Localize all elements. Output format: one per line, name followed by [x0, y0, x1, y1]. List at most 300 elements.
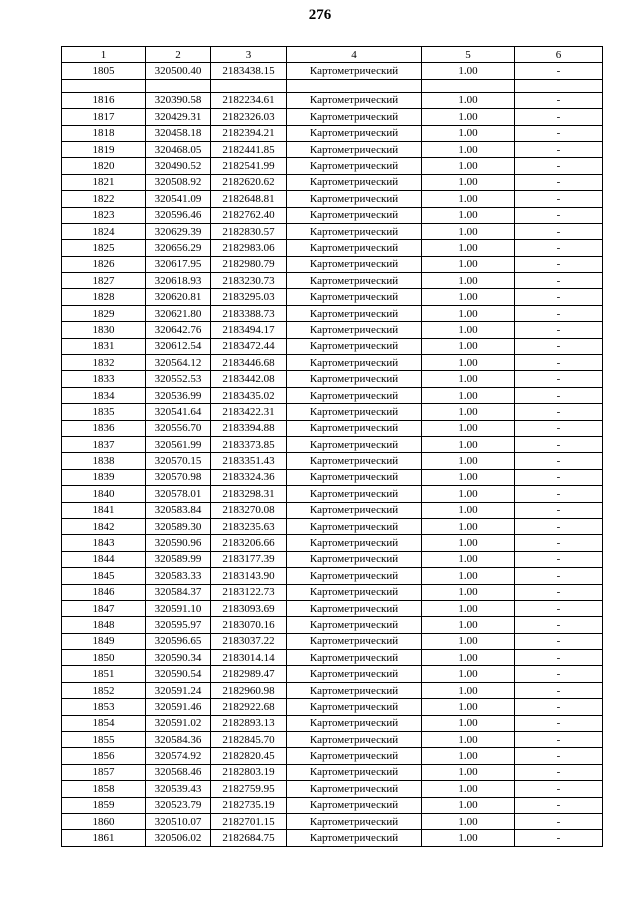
note-cell: -	[515, 355, 603, 371]
x-coordinate-cell: 320510.07	[146, 813, 211, 829]
x-coordinate-cell: 320642.76	[146, 322, 211, 338]
accuracy-cell: 1.00	[422, 420, 515, 436]
method-cell: Картометрический	[287, 732, 422, 748]
method-cell: Картометрический	[287, 830, 422, 846]
y-coordinate-cell: 2183472.44	[211, 338, 287, 354]
y-coordinate-cell: 2183298.31	[211, 486, 287, 502]
table-row	[62, 584, 603, 600]
method-cell: Картометрический	[287, 797, 422, 813]
accuracy-cell: 1.00	[422, 158, 515, 174]
point-number-cell: 1842	[62, 518, 146, 534]
accuracy-cell: 1.00	[422, 404, 515, 420]
point-number-cell: 1839	[62, 469, 146, 485]
x-coordinate-cell: 320429.31	[146, 109, 211, 125]
column-header: 5	[422, 47, 515, 63]
note-cell: -	[515, 502, 603, 518]
note-cell: -	[515, 289, 603, 305]
y-coordinate-cell: 2182234.61	[211, 92, 287, 108]
point-number-cell: 1850	[62, 650, 146, 666]
y-coordinate-cell: 2183295.03	[211, 289, 287, 305]
table-row	[62, 174, 603, 190]
note-cell: -	[515, 223, 603, 239]
table-row	[62, 92, 603, 108]
table-row	[62, 273, 603, 289]
x-coordinate-cell: 320591.10	[146, 600, 211, 616]
accuracy-cell: 1.00	[422, 289, 515, 305]
point-number-cell	[62, 79, 146, 92]
method-cell: Картометрический	[287, 699, 422, 715]
accuracy-cell: 1.00	[422, 830, 515, 846]
table-row	[62, 633, 603, 649]
accuracy-cell: 1.00	[422, 486, 515, 502]
point-number-cell: 1805	[62, 63, 146, 79]
method-cell: Картометрический	[287, 764, 422, 780]
note-cell: -	[515, 584, 603, 600]
point-number-cell: 1846	[62, 584, 146, 600]
method-cell: Картометрический	[287, 535, 422, 551]
y-coordinate-cell: 2183177.39	[211, 551, 287, 567]
accuracy-cell: 1.00	[422, 551, 515, 567]
y-coordinate-cell: 2183070.16	[211, 617, 287, 633]
method-cell: Картометрический	[287, 63, 422, 79]
method-cell: Картометрический	[287, 650, 422, 666]
point-number-cell: 1837	[62, 436, 146, 452]
point-number-cell: 1825	[62, 240, 146, 256]
table-body	[62, 63, 603, 846]
table-row	[62, 813, 603, 829]
point-number-cell: 1821	[62, 174, 146, 190]
y-coordinate-cell: 2183446.68	[211, 355, 287, 371]
method-cell: Картометрический	[287, 371, 422, 387]
note-cell: -	[515, 273, 603, 289]
note-cell	[515, 79, 603, 92]
x-coordinate-cell: 320574.92	[146, 748, 211, 764]
method-cell: Картометрический	[287, 305, 422, 321]
method-cell: Картометрический	[287, 240, 422, 256]
y-coordinate-cell: 2182441.85	[211, 141, 287, 157]
method-cell: Картометрический	[287, 551, 422, 567]
coordinates-table	[61, 46, 603, 847]
table-row	[62, 141, 603, 157]
table-row	[62, 355, 603, 371]
y-coordinate-cell: 2183230.73	[211, 273, 287, 289]
y-coordinate-cell: 2183351.43	[211, 453, 287, 469]
method-cell: Картометрический	[287, 813, 422, 829]
accuracy-cell: 1.00	[422, 305, 515, 321]
x-coordinate-cell: 320590.54	[146, 666, 211, 682]
note-cell: -	[515, 682, 603, 698]
note-cell: -	[515, 404, 603, 420]
accuracy-cell: 1.00	[422, 502, 515, 518]
table-row	[62, 764, 603, 780]
accuracy-cell: 1.00	[422, 92, 515, 108]
table-row	[62, 535, 603, 551]
method-cell: Картометрический	[287, 748, 422, 764]
y-coordinate-cell: 2182326.03	[211, 109, 287, 125]
x-coordinate-cell: 320591.02	[146, 715, 211, 731]
point-number-cell: 1860	[62, 813, 146, 829]
note-cell: -	[515, 666, 603, 682]
method-cell: Картометрический	[287, 682, 422, 698]
table-row	[62, 568, 603, 584]
x-coordinate-cell: 320583.33	[146, 568, 211, 584]
accuracy-cell: 1.00	[422, 797, 515, 813]
note-cell: -	[515, 256, 603, 272]
point-number-cell: 1831	[62, 338, 146, 354]
table-row	[62, 158, 603, 174]
point-number-cell: 1828	[62, 289, 146, 305]
y-coordinate-cell: 2182684.75	[211, 830, 287, 846]
accuracy-cell: 1.00	[422, 781, 515, 797]
method-cell: Картометрический	[287, 584, 422, 600]
x-coordinate-cell: 320584.36	[146, 732, 211, 748]
note-cell: -	[515, 830, 603, 846]
column-header: 4	[287, 47, 422, 63]
table-row	[62, 125, 603, 141]
x-coordinate-cell: 320596.46	[146, 207, 211, 223]
note-cell: -	[515, 568, 603, 584]
table-row	[62, 109, 603, 125]
note-cell: -	[515, 338, 603, 354]
y-coordinate-cell: 2183373.85	[211, 436, 287, 452]
method-cell: Картометрический	[287, 781, 422, 797]
y-coordinate-cell: 2183438.15	[211, 63, 287, 79]
method-cell: Картометрический	[287, 322, 422, 338]
point-number-cell: 1840	[62, 486, 146, 502]
table-row	[62, 830, 603, 846]
table-row	[62, 240, 603, 256]
x-coordinate-cell: 320591.46	[146, 699, 211, 715]
accuracy-cell: 1.00	[422, 764, 515, 780]
y-coordinate-cell: 2182960.98	[211, 682, 287, 698]
x-coordinate-cell: 320541.09	[146, 191, 211, 207]
y-coordinate-cell	[211, 79, 287, 92]
column-header: 1	[62, 47, 146, 63]
table-row	[62, 469, 603, 485]
accuracy-cell: 1.00	[422, 600, 515, 616]
point-number-cell: 1852	[62, 682, 146, 698]
method-cell: Картометрический	[287, 174, 422, 190]
x-coordinate-cell: 320564.12	[146, 355, 211, 371]
point-number-cell: 1845	[62, 568, 146, 584]
table-row	[62, 748, 603, 764]
x-coordinate-cell: 320589.99	[146, 551, 211, 567]
table-row	[62, 63, 603, 79]
point-number-cell: 1856	[62, 748, 146, 764]
y-coordinate-cell: 2182620.62	[211, 174, 287, 190]
point-number-cell: 1829	[62, 305, 146, 321]
accuracy-cell: 1.00	[422, 338, 515, 354]
note-cell: -	[515, 748, 603, 764]
y-coordinate-cell: 2182820.45	[211, 748, 287, 764]
note-cell: -	[515, 436, 603, 452]
accuracy-cell: 1.00	[422, 650, 515, 666]
x-coordinate-cell: 320578.01	[146, 486, 211, 502]
table-row	[62, 256, 603, 272]
y-coordinate-cell: 2183394.88	[211, 420, 287, 436]
x-coordinate-cell: 320570.15	[146, 453, 211, 469]
point-number-cell: 1855	[62, 732, 146, 748]
accuracy-cell: 1.00	[422, 666, 515, 682]
y-coordinate-cell: 2183206.66	[211, 535, 287, 551]
point-number-cell: 1824	[62, 223, 146, 239]
method-cell: Картометрический	[287, 666, 422, 682]
accuracy-cell: 1.00	[422, 813, 515, 829]
note-cell: -	[515, 109, 603, 125]
x-coordinate-cell: 320458.18	[146, 125, 211, 141]
y-coordinate-cell: 2183435.02	[211, 387, 287, 403]
x-coordinate-cell	[146, 79, 211, 92]
note-cell: -	[515, 92, 603, 108]
accuracy-cell: 1.00	[422, 469, 515, 485]
method-cell: Картометрический	[287, 600, 422, 616]
point-number-cell: 1853	[62, 699, 146, 715]
table-row	[62, 305, 603, 321]
y-coordinate-cell: 2182983.06	[211, 240, 287, 256]
accuracy-cell: 1.00	[422, 141, 515, 157]
x-coordinate-cell: 320617.95	[146, 256, 211, 272]
note-cell: -	[515, 781, 603, 797]
y-coordinate-cell: 2182394.21	[211, 125, 287, 141]
accuracy-cell: 1.00	[422, 633, 515, 649]
point-number-cell: 1848	[62, 617, 146, 633]
table-row	[62, 600, 603, 616]
table-row	[62, 715, 603, 731]
accuracy-cell: 1.00	[422, 732, 515, 748]
point-number-cell: 1854	[62, 715, 146, 731]
x-coordinate-cell: 320590.34	[146, 650, 211, 666]
x-coordinate-cell: 320629.39	[146, 223, 211, 239]
x-coordinate-cell: 320583.84	[146, 502, 211, 518]
y-coordinate-cell: 2182735.19	[211, 797, 287, 813]
accuracy-cell: 1.00	[422, 223, 515, 239]
note-cell: -	[515, 469, 603, 485]
point-number-cell: 1816	[62, 92, 146, 108]
point-number-cell: 1830	[62, 322, 146, 338]
table-row	[62, 387, 603, 403]
column-header: 6	[515, 47, 603, 63]
method-cell: Картометрический	[287, 289, 422, 305]
accuracy-cell: 1.00	[422, 453, 515, 469]
x-coordinate-cell: 320584.37	[146, 584, 211, 600]
y-coordinate-cell: 2182893.13	[211, 715, 287, 731]
method-cell: Картометрический	[287, 617, 422, 633]
method-cell: Картометрический	[287, 518, 422, 534]
method-cell: Картометрический	[287, 502, 422, 518]
note-cell: -	[515, 158, 603, 174]
table-row	[62, 650, 603, 666]
x-coordinate-cell: 320556.70	[146, 420, 211, 436]
note-cell: -	[515, 207, 603, 223]
accuracy-cell: 1.00	[422, 518, 515, 534]
x-coordinate-cell: 320536.99	[146, 387, 211, 403]
y-coordinate-cell: 2183388.73	[211, 305, 287, 321]
method-cell: Картометрический	[287, 633, 422, 649]
method-cell: Картометрический	[287, 404, 422, 420]
x-coordinate-cell: 320490.52	[146, 158, 211, 174]
note-cell: -	[515, 600, 603, 616]
note-cell: -	[515, 387, 603, 403]
point-number-cell: 1849	[62, 633, 146, 649]
table-row	[62, 223, 603, 239]
method-cell: Картометрический	[287, 109, 422, 125]
accuracy-cell: 1.00	[422, 699, 515, 715]
table-row	[62, 453, 603, 469]
y-coordinate-cell: 2183422.31	[211, 404, 287, 420]
table-row	[62, 666, 603, 682]
point-number-cell: 1841	[62, 502, 146, 518]
table-row	[62, 551, 603, 567]
accuracy-cell: 1.00	[422, 273, 515, 289]
y-coordinate-cell: 2182541.99	[211, 158, 287, 174]
method-cell: Картометрический	[287, 387, 422, 403]
y-coordinate-cell: 2183324.36	[211, 469, 287, 485]
note-cell: -	[515, 305, 603, 321]
accuracy-cell: 1.00	[422, 191, 515, 207]
y-coordinate-cell: 2183235.63	[211, 518, 287, 534]
method-cell: Картометрический	[287, 191, 422, 207]
table-header-row	[62, 47, 603, 63]
point-number-cell: 1857	[62, 764, 146, 780]
accuracy-cell: 1.00	[422, 322, 515, 338]
method-cell: Картометрический	[287, 715, 422, 731]
accuracy-cell: 1.00	[422, 715, 515, 731]
note-cell: -	[515, 551, 603, 567]
note-cell: -	[515, 125, 603, 141]
method-cell: Картометрический	[287, 207, 422, 223]
accuracy-cell: 1.00	[422, 682, 515, 698]
point-number-cell: 1838	[62, 453, 146, 469]
accuracy-cell: 1.00	[422, 584, 515, 600]
point-number-cell: 1818	[62, 125, 146, 141]
y-coordinate-cell: 2182980.79	[211, 256, 287, 272]
point-number-cell: 1834	[62, 387, 146, 403]
note-cell: -	[515, 813, 603, 829]
y-coordinate-cell: 2183093.69	[211, 600, 287, 616]
point-number-cell: 1836	[62, 420, 146, 436]
x-coordinate-cell: 320568.46	[146, 764, 211, 780]
table-row	[62, 486, 603, 502]
method-cell: Картометрический	[287, 223, 422, 239]
note-cell: -	[515, 535, 603, 551]
table-row	[62, 191, 603, 207]
point-number-cell: 1833	[62, 371, 146, 387]
accuracy-cell: 1.00	[422, 535, 515, 551]
point-number-cell: 1843	[62, 535, 146, 551]
method-cell: Картометрический	[287, 338, 422, 354]
note-cell: -	[515, 617, 603, 633]
x-coordinate-cell: 320539.43	[146, 781, 211, 797]
method-cell: Картометрический	[287, 92, 422, 108]
table-row	[62, 502, 603, 518]
y-coordinate-cell: 2182648.81	[211, 191, 287, 207]
accuracy-cell: 1.00	[422, 355, 515, 371]
method-cell: Картометрический	[287, 420, 422, 436]
table-row	[62, 617, 603, 633]
method-cell: Картометрический	[287, 273, 422, 289]
note-cell: -	[515, 453, 603, 469]
x-coordinate-cell: 320596.65	[146, 633, 211, 649]
note-cell: -	[515, 518, 603, 534]
x-coordinate-cell: 320561.99	[146, 436, 211, 452]
x-coordinate-cell: 320620.81	[146, 289, 211, 305]
accuracy-cell	[422, 79, 515, 92]
note-cell: -	[515, 764, 603, 780]
x-coordinate-cell: 320612.54	[146, 338, 211, 354]
table-row	[62, 338, 603, 354]
accuracy-cell: 1.00	[422, 436, 515, 452]
note-cell: -	[515, 420, 603, 436]
x-coordinate-cell: 320541.64	[146, 404, 211, 420]
point-number-cell: 1844	[62, 551, 146, 567]
point-number-cell: 1827	[62, 273, 146, 289]
method-cell: Картометрический	[287, 469, 422, 485]
x-coordinate-cell: 320590.96	[146, 535, 211, 551]
point-number-cell: 1820	[62, 158, 146, 174]
point-number-cell: 1835	[62, 404, 146, 420]
table-row	[62, 79, 603, 92]
table-row	[62, 699, 603, 715]
accuracy-cell: 1.00	[422, 174, 515, 190]
column-header: 2	[146, 47, 211, 63]
accuracy-cell: 1.00	[422, 748, 515, 764]
x-coordinate-cell: 320589.30	[146, 518, 211, 534]
x-coordinate-cell: 320656.29	[146, 240, 211, 256]
accuracy-cell: 1.00	[422, 63, 515, 79]
method-cell: Картометрический	[287, 355, 422, 371]
note-cell: -	[515, 650, 603, 666]
note-cell: -	[515, 699, 603, 715]
method-cell: Картометрический	[287, 158, 422, 174]
method-cell: Картометрический	[287, 125, 422, 141]
table-row	[62, 781, 603, 797]
accuracy-cell: 1.00	[422, 568, 515, 584]
note-cell: -	[515, 174, 603, 190]
note-cell: -	[515, 715, 603, 731]
method-cell	[287, 79, 422, 92]
note-cell: -	[515, 633, 603, 649]
note-cell: -	[515, 486, 603, 502]
y-coordinate-cell: 2183442.08	[211, 371, 287, 387]
x-coordinate-cell: 320618.93	[146, 273, 211, 289]
table-row	[62, 404, 603, 420]
y-coordinate-cell: 2182803.19	[211, 764, 287, 780]
table-row	[62, 436, 603, 452]
note-cell: -	[515, 797, 603, 813]
accuracy-cell: 1.00	[422, 240, 515, 256]
table-row	[62, 371, 603, 387]
y-coordinate-cell: 2182845.70	[211, 732, 287, 748]
table-row	[62, 289, 603, 305]
y-coordinate-cell: 2183270.08	[211, 502, 287, 518]
method-cell: Картометрический	[287, 453, 422, 469]
point-number-cell: 1817	[62, 109, 146, 125]
table-row	[62, 207, 603, 223]
x-coordinate-cell: 320552.53	[146, 371, 211, 387]
table-row	[62, 682, 603, 698]
y-coordinate-cell: 2182922.68	[211, 699, 287, 715]
accuracy-cell: 1.00	[422, 371, 515, 387]
point-number-cell: 1823	[62, 207, 146, 223]
x-coordinate-cell: 320506.02	[146, 830, 211, 846]
y-coordinate-cell: 2183143.90	[211, 568, 287, 584]
note-cell: -	[515, 240, 603, 256]
point-number-cell: 1847	[62, 600, 146, 616]
column-header: 3	[211, 47, 287, 63]
table-row	[62, 322, 603, 338]
x-coordinate-cell: 320508.92	[146, 174, 211, 190]
y-coordinate-cell: 2182759.95	[211, 781, 287, 797]
